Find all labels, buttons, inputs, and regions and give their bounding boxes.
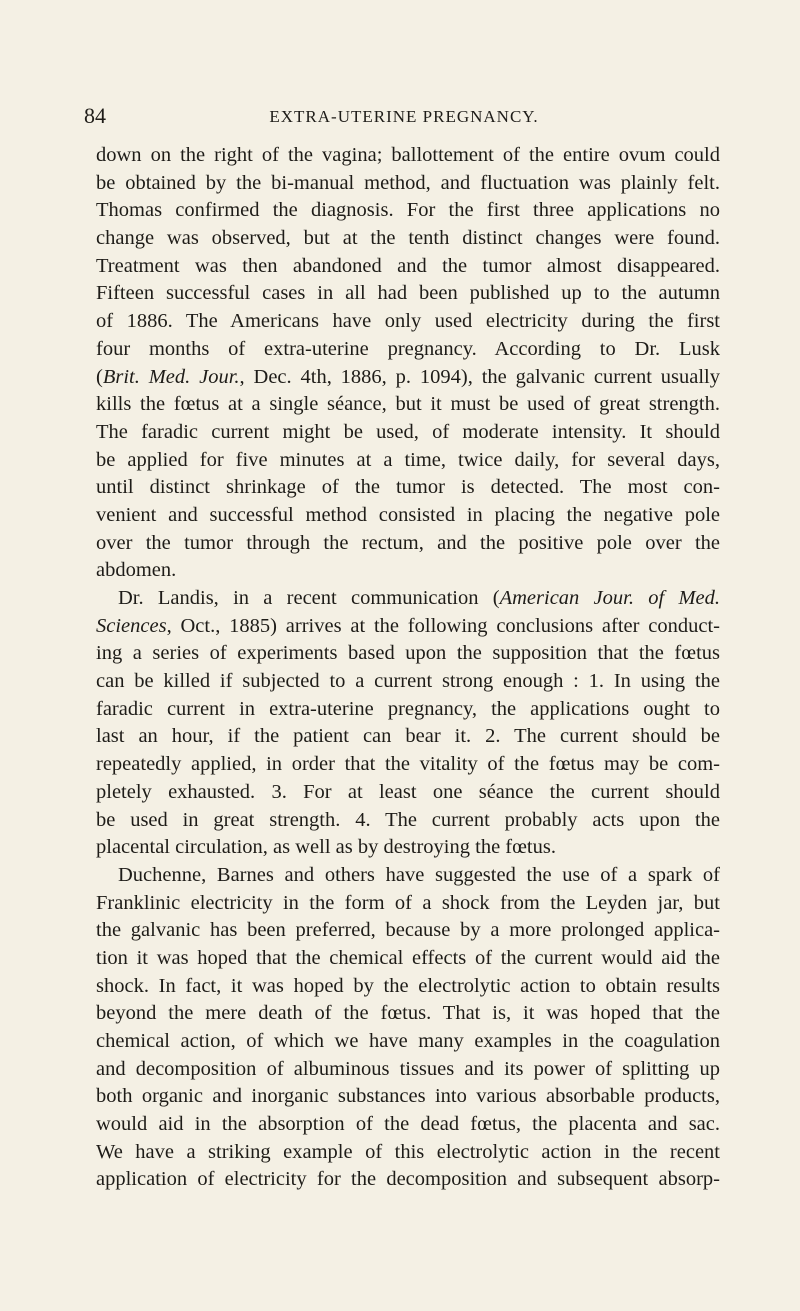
text-line [96,170,720,198]
text-line [96,917,720,945]
text-line [96,613,720,641]
line-segment: over the tumor through the rectum, and the positive pole over the [96,531,720,554]
text-line [96,1139,720,1167]
line-segment: Franklinic electricity in the form of a shock from the Leyden jar, but [96,891,720,914]
line-segment: kills the fœtus at a single séance, but it must be used of great strength. [96,393,720,416]
line-segment: Dr. Landis, in a recent communication ( [118,587,500,609]
text-line [96,973,720,1001]
page-number: 84 [84,103,106,128]
line-segment: down on the right of the vagina; ballottement of the entire ovum could [96,144,720,166]
line-segment: repeatedly applied, in order that the vitality of the fœtus may be com- [96,753,720,776]
text-line [96,253,720,281]
line-segment: , Oct., 1885) arrives at the following conclusions after conduct- [166,614,720,637]
body-text [96,142,720,1194]
text-line [96,530,720,558]
line-segment: placental circulation, as well as by destroying the fœtus. [96,836,556,859]
text-line [96,945,720,973]
line-segment: four months of extra-uterine pregnancy. According to Dr. Lusk [96,337,720,360]
text-line [96,723,720,751]
text-line [96,447,720,475]
text-line [96,391,720,419]
line-segment: shock. In fact, it was hoped by the electrolytic action to obtain results [96,974,720,997]
line-segment: abdomen. [96,559,177,582]
line-segment: and decomposition of albuminous tissues and its power of splitting up [96,1057,720,1080]
line-segment: Fifteen successful cases in all had been published up to the autumn [96,282,720,305]
line-segment: be obtained by the bi-manual method, and fluctuation was plainly felt. [96,171,720,194]
line-segment: chemical action, of which we have many examples in the coagulation [96,1030,720,1052]
line-segment: change was observed, but at the tenth distinct changes were found. [96,227,720,250]
text-line [96,419,720,447]
line-segment: of 1886. The Americans have only used electricity during the first [96,310,720,333]
line-segment: can be killed if subjected to a current strong enough : 1. In using the [96,670,720,693]
line-segment: ing a series of experiments based upon the supposition that the fœtus [96,642,720,665]
line-segment: Thomas confirmed the diagnosis. For the first three applications no [96,199,720,222]
text-line [96,779,720,807]
text-line [96,1028,720,1056]
text-line [96,280,720,308]
text-line [96,862,720,890]
text-line [96,336,720,364]
text-line [96,1083,720,1111]
line-segment: both organic and inorganic substances into various absorbable products, [96,1085,720,1108]
line-segment: last an hour, if the patient can bear it. 2. The current should be [96,725,720,748]
line-segment: ( [96,365,103,388]
line-segment: be applied for five minutes at a time, twice daily, for several days, [96,448,720,471]
journal-citation: Sciences [96,614,167,637]
line-segment: faradic current in extra-uterine pregnancy, the applications ought to [96,697,720,720]
line-segment: Duchenne, Barnes and others have suggested the use of a spark of [118,863,720,886]
text-line [96,308,720,336]
text-line [96,142,720,170]
text-line [96,751,720,779]
text-line [96,834,720,862]
running-title: EXTRA-UTERINE PREGNANCY. [269,107,539,126]
line-segment: the galvanic has been preferred, because by a more prolonged applica- [96,919,720,942]
line-segment: application of electricity for the decomposition and subsequent absorp- [96,1168,720,1191]
text-line [96,1111,720,1139]
line-segment: , Dec. 4th, 1886, p. 1094), the galvanic current usually [239,365,721,388]
text-line [96,668,720,696]
text-line [96,557,720,585]
text-line [96,585,720,613]
running-head [84,104,724,128]
line-segment: pletely exhausted. 3. For at least one séance the current should [96,780,720,803]
text-line [96,502,720,530]
line-segment: The faradic current might be used, of moderate intensity. It should [96,420,720,443]
text-line [96,807,720,835]
text-line [96,640,720,668]
journal-citation: Brit. Med. Jour. [102,365,240,388]
text-line [96,696,720,724]
line-segment: be used in great strength. 4. The current probably acts upon the [96,808,720,831]
text-line [96,1056,720,1084]
text-line [96,1166,720,1194]
text-line [96,890,720,918]
line-segment: would aid in the absorption of the dead fœtus, the placenta and sac. [96,1113,720,1136]
line-segment: We have a striking example of this electrolytic action in the recent [96,1140,720,1163]
text-line [96,225,720,253]
text-line [96,474,720,502]
journal-citation: American Jour. of Med. [499,587,721,609]
text-line [96,364,720,392]
text-line [96,197,720,225]
line-segment: venient and successful method consisted in placing the negative pole [96,503,720,526]
text-line [96,1000,720,1028]
line-segment: Treatment was then abandoned and the tumor almost disappeared. [96,254,720,277]
line-segment: until distinct shrinkage of the tumor is detected. The most con- [96,476,720,499]
line-segment: tion it was hoped that the chemical effects of the current would aid the [96,946,720,969]
line-segment: beyond the mere death of the fœtus. That is, it was hoped that the [96,1002,720,1025]
